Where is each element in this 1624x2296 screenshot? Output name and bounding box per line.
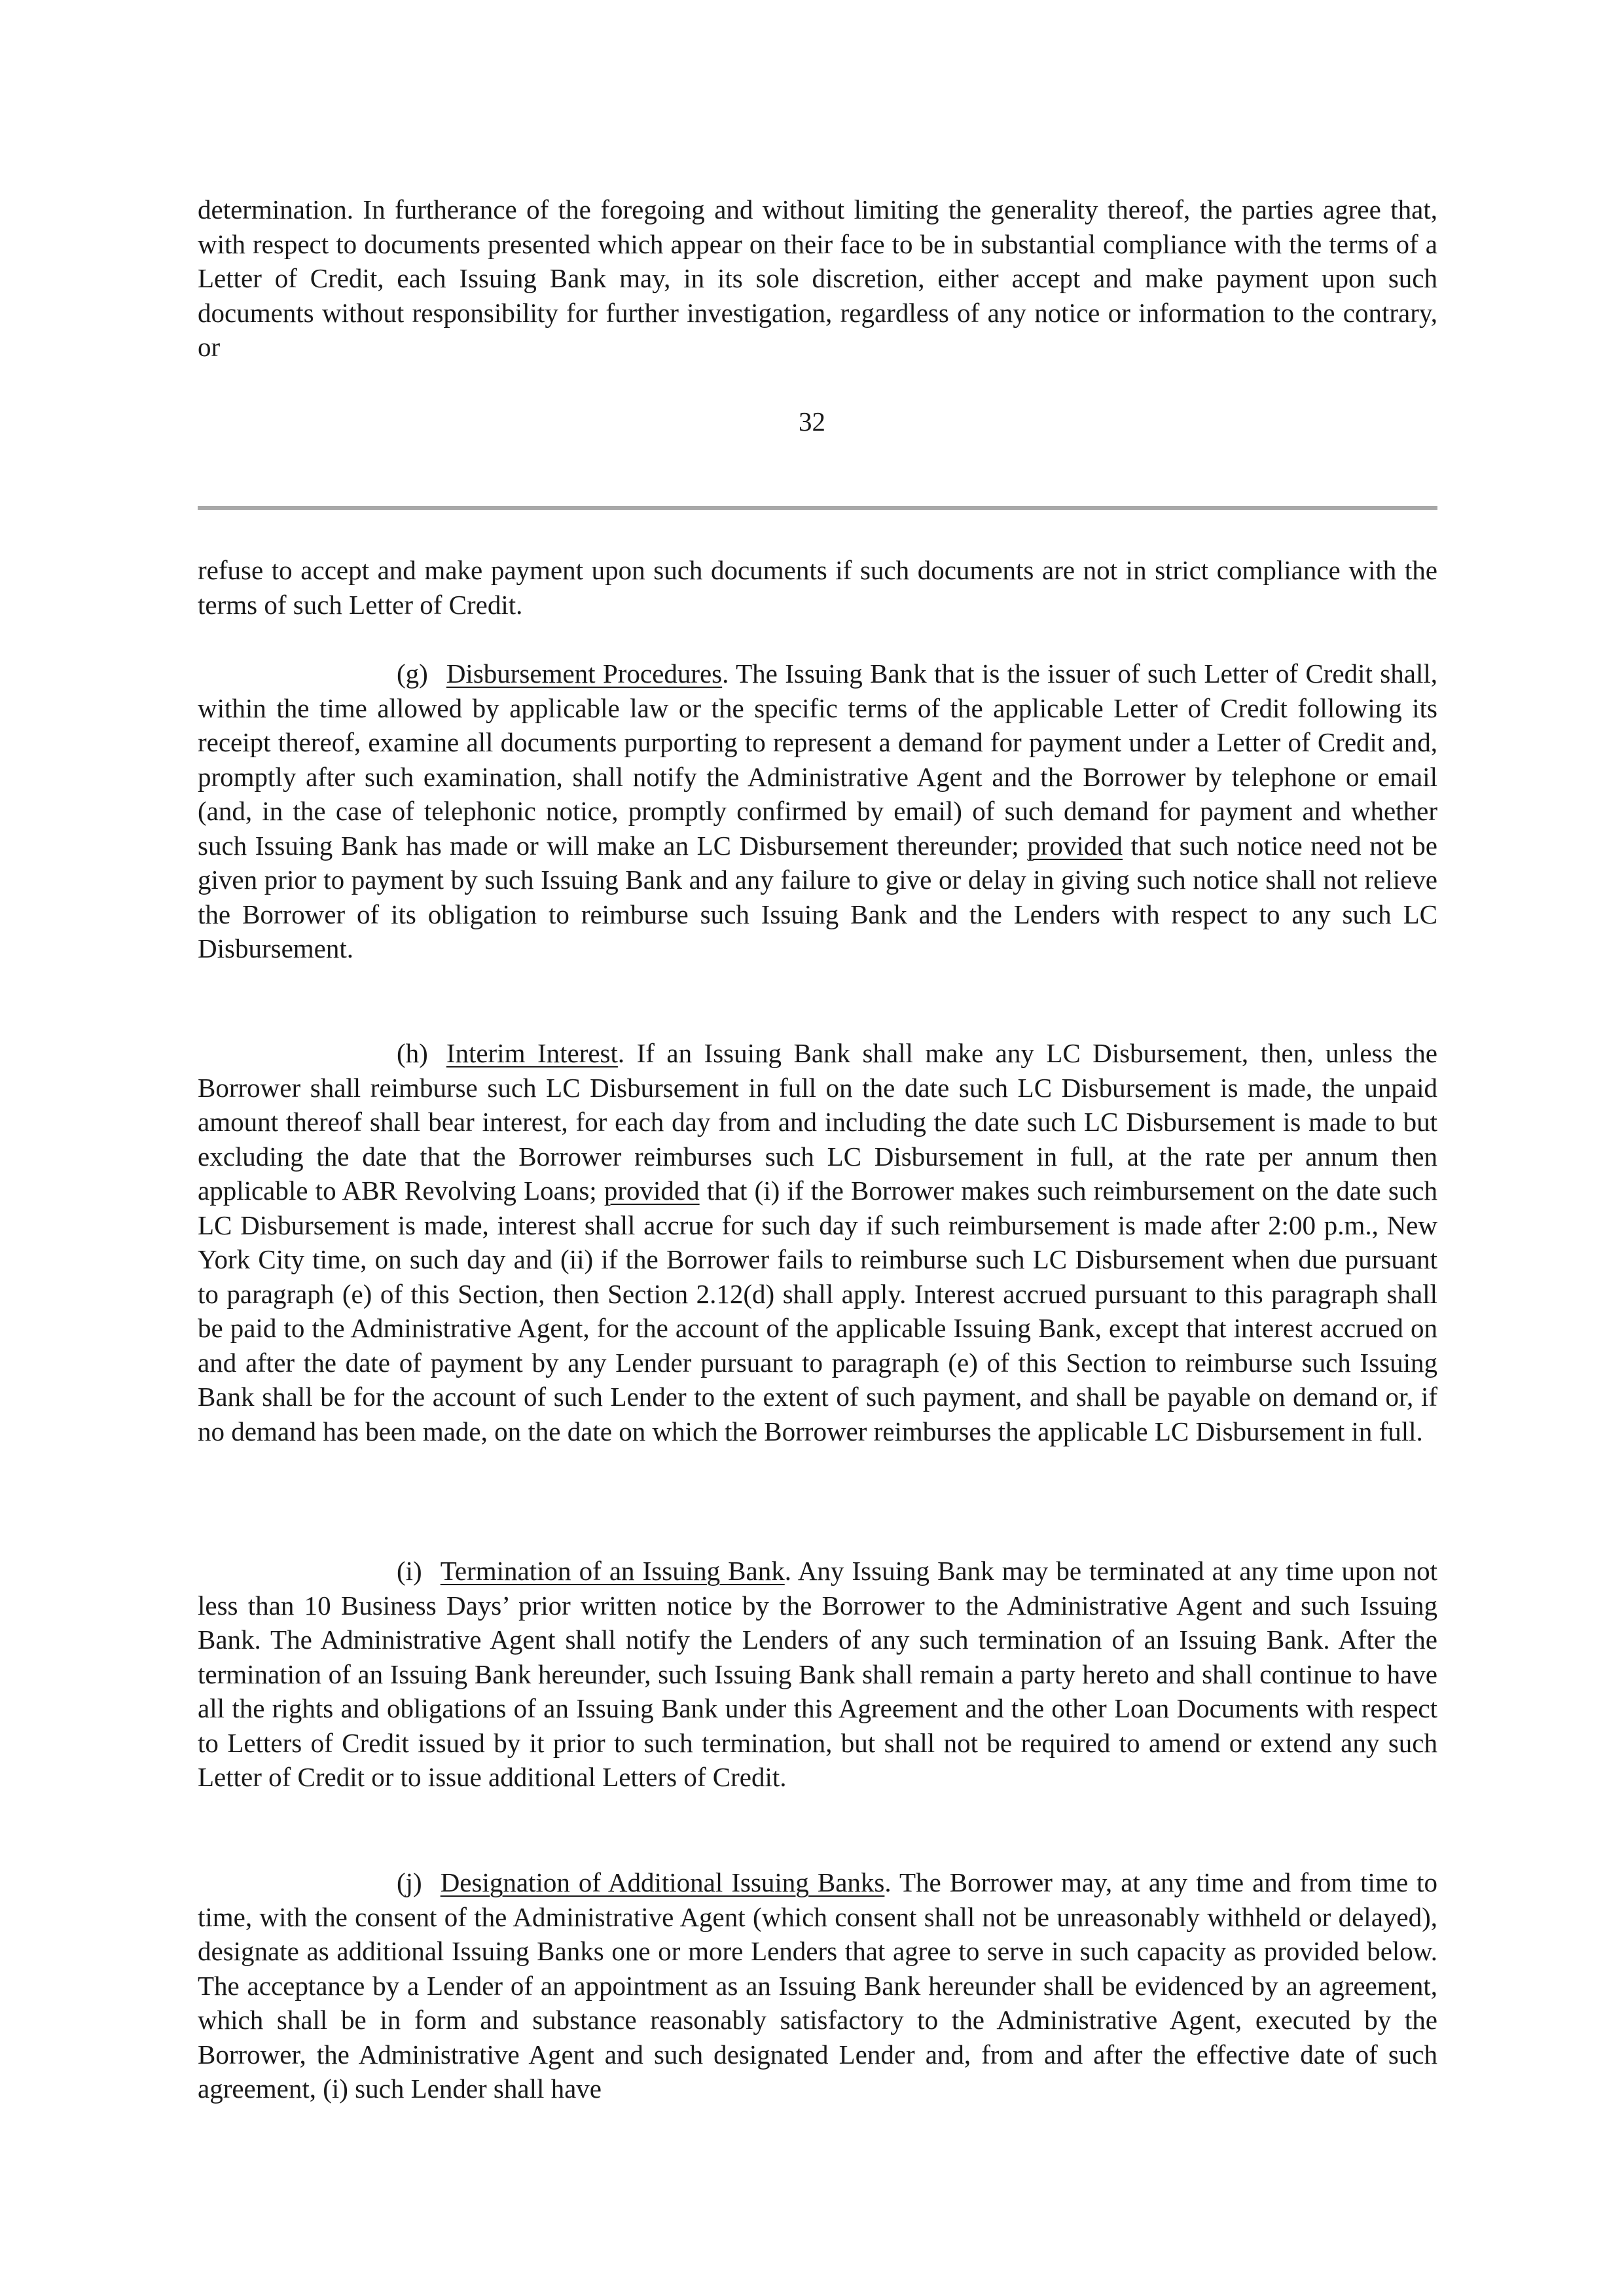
page-number: 32 <box>799 406 825 437</box>
continuation-paragraph: refuse to accept and make payment upon such documents if such documents are not in strict compliance with the terms of such Letter of Credit. <box>198 555 1437 620</box>
section-heading: Interim Interest <box>446 1038 618 1068</box>
section-text: . Any Issuing Bank may be terminated at any time upon not less than 10 Business Days’ prior written notice by the Borrower to the Administrative Agent and such Issuing Bank. The Administrative Agent shall notify the Lenders of any such termination of an Issuing Bank. After the termination of an Issuing Bank hereunder, such Issuing Bank shall remain a party hereto and shall continue to have all the rights and obligations of an Issuing Bank under this Agreement and the other Loan Documents with respect to Letters of Credit issued by it prior to such termination, but shall not be required to amend or extend any such Letter of Credit or to issue additional Letters of Credit. <box>198 1556 1437 1792</box>
section-text: . The Issuing Bank that is the issuer of such Letter of Credit shall, within the time allowed by applicable law or the specific terms of the applicable Letter of Credit following its receipt thereof, examine all documents purporting to represent a demand for payment under a Letter of Credit and, promptly after such examination, shall notify the Administrative Agent and the Borrower by telephone or email (and, in the case of telephonic notice, promptly confirmed by email) of such demand for payment and whether such Issuing Bank has made or will make an LC Disbursement thereunder; <box>198 658 1437 861</box>
section-label: (i) <box>397 1556 422 1586</box>
section-g-paragraph <box>198 656 1437 966</box>
section-heading: Designation of Additional Issuing Banks <box>440 1867 885 1897</box>
proviso-term: provided <box>604 1175 700 1206</box>
section-text: . The Borrower may, at any time and from time to time, with the consent of the Administrative Agent (which consent shall not be unreasonably withheld or delayed), designate as additional Issuing Banks one or more Lenders that agree to serve in such capacity as provided below. The acceptance by a Lender of an appointment as an Issuing Bank hereunder shall be evidenced by an agreement, which shall be in form and substance reasonably satisfactory to the Administrative Agent, executed by the Borrower, the Administrative Agent and such designated Lender and, from and after the effective date of such agreement, (i) such Lender shall have <box>198 1867 1438 2104</box>
section-label: (h) <box>397 1038 428 1068</box>
section-h-paragraph <box>198 1036 1437 1448</box>
section-i-paragraph <box>198 1554 1437 1795</box>
page-break-divider <box>198 506 1437 510</box>
proviso-term: provided <box>1027 830 1123 861</box>
top-paragraph: determination. In furtherance of the foregoing and without limiting the generality thereof, the parties agree that, with respect to documents presented which appear on their face to be in substantial compliance with the terms of a Letter of Credit, each Issuing Bank may, in its sole discretion, either accept and make payment upon such documents without responsibility for further investigation, regardless of any notice or information to the contrary, or <box>198 194 1437 362</box>
section-heading: Disbursement Procedures <box>446 658 723 689</box>
section-text-continued: that (i) if the Borrower makes such reimbursement on the date such LC Disbursement is made, interest shall accrue for such day if such reimbursement is made after 2:00 p.m., New York City time, on such day and (ii) if the Borrower fails to reimburse such LC Disbursement when due pursuant to paragraph (e) of this Section, then Section 2.12(d) shall apply. Interest accrued pursuant to this paragraph shall be paid to the Administrative Agent, for the account of the applicable Issuing Bank, except that interest accrued on and after the date of payment by any Lender pursuant to paragraph (e) of this Section to reimburse such Issuing Bank shall be for the account of such Lender to the extent of such payment, and shall be payable on demand or, if no demand has been made, on the date on which the Borrower reimburses the applicable LC Disbursement in full. <box>198 1175 1437 1446</box>
section-text: . If an Issuing Bank shall make any LC Disbursement, then, unless the Borrower shall reimburse such LC Disbursement in full on the date such LC Disbursement is made, the unpaid amount thereof shall bear interest, for each day from and including the date such LC Disbursement is made to but excluding the date that the Borrower reimburses such LC Disbursement in full, at the rate per annum then applicable to ABR Revolving Loans; <box>198 1038 1437 1206</box>
section-label: (j) <box>397 1867 422 1897</box>
section-label: (g) <box>397 658 428 689</box>
section-text-continued: that such notice need not be given prior to payment by such Issuing Bank and any failure to give or delay in giving such notice shall not relieve the Borrower of its obligation to reimburse such Issuing Bank and the Lenders with respect to any such LC Disbursement. <box>198 830 1437 963</box>
section-j-paragraph <box>198 1865 1437 2106</box>
section-heading: Termination of an Issuing Bank <box>440 1556 785 1586</box>
